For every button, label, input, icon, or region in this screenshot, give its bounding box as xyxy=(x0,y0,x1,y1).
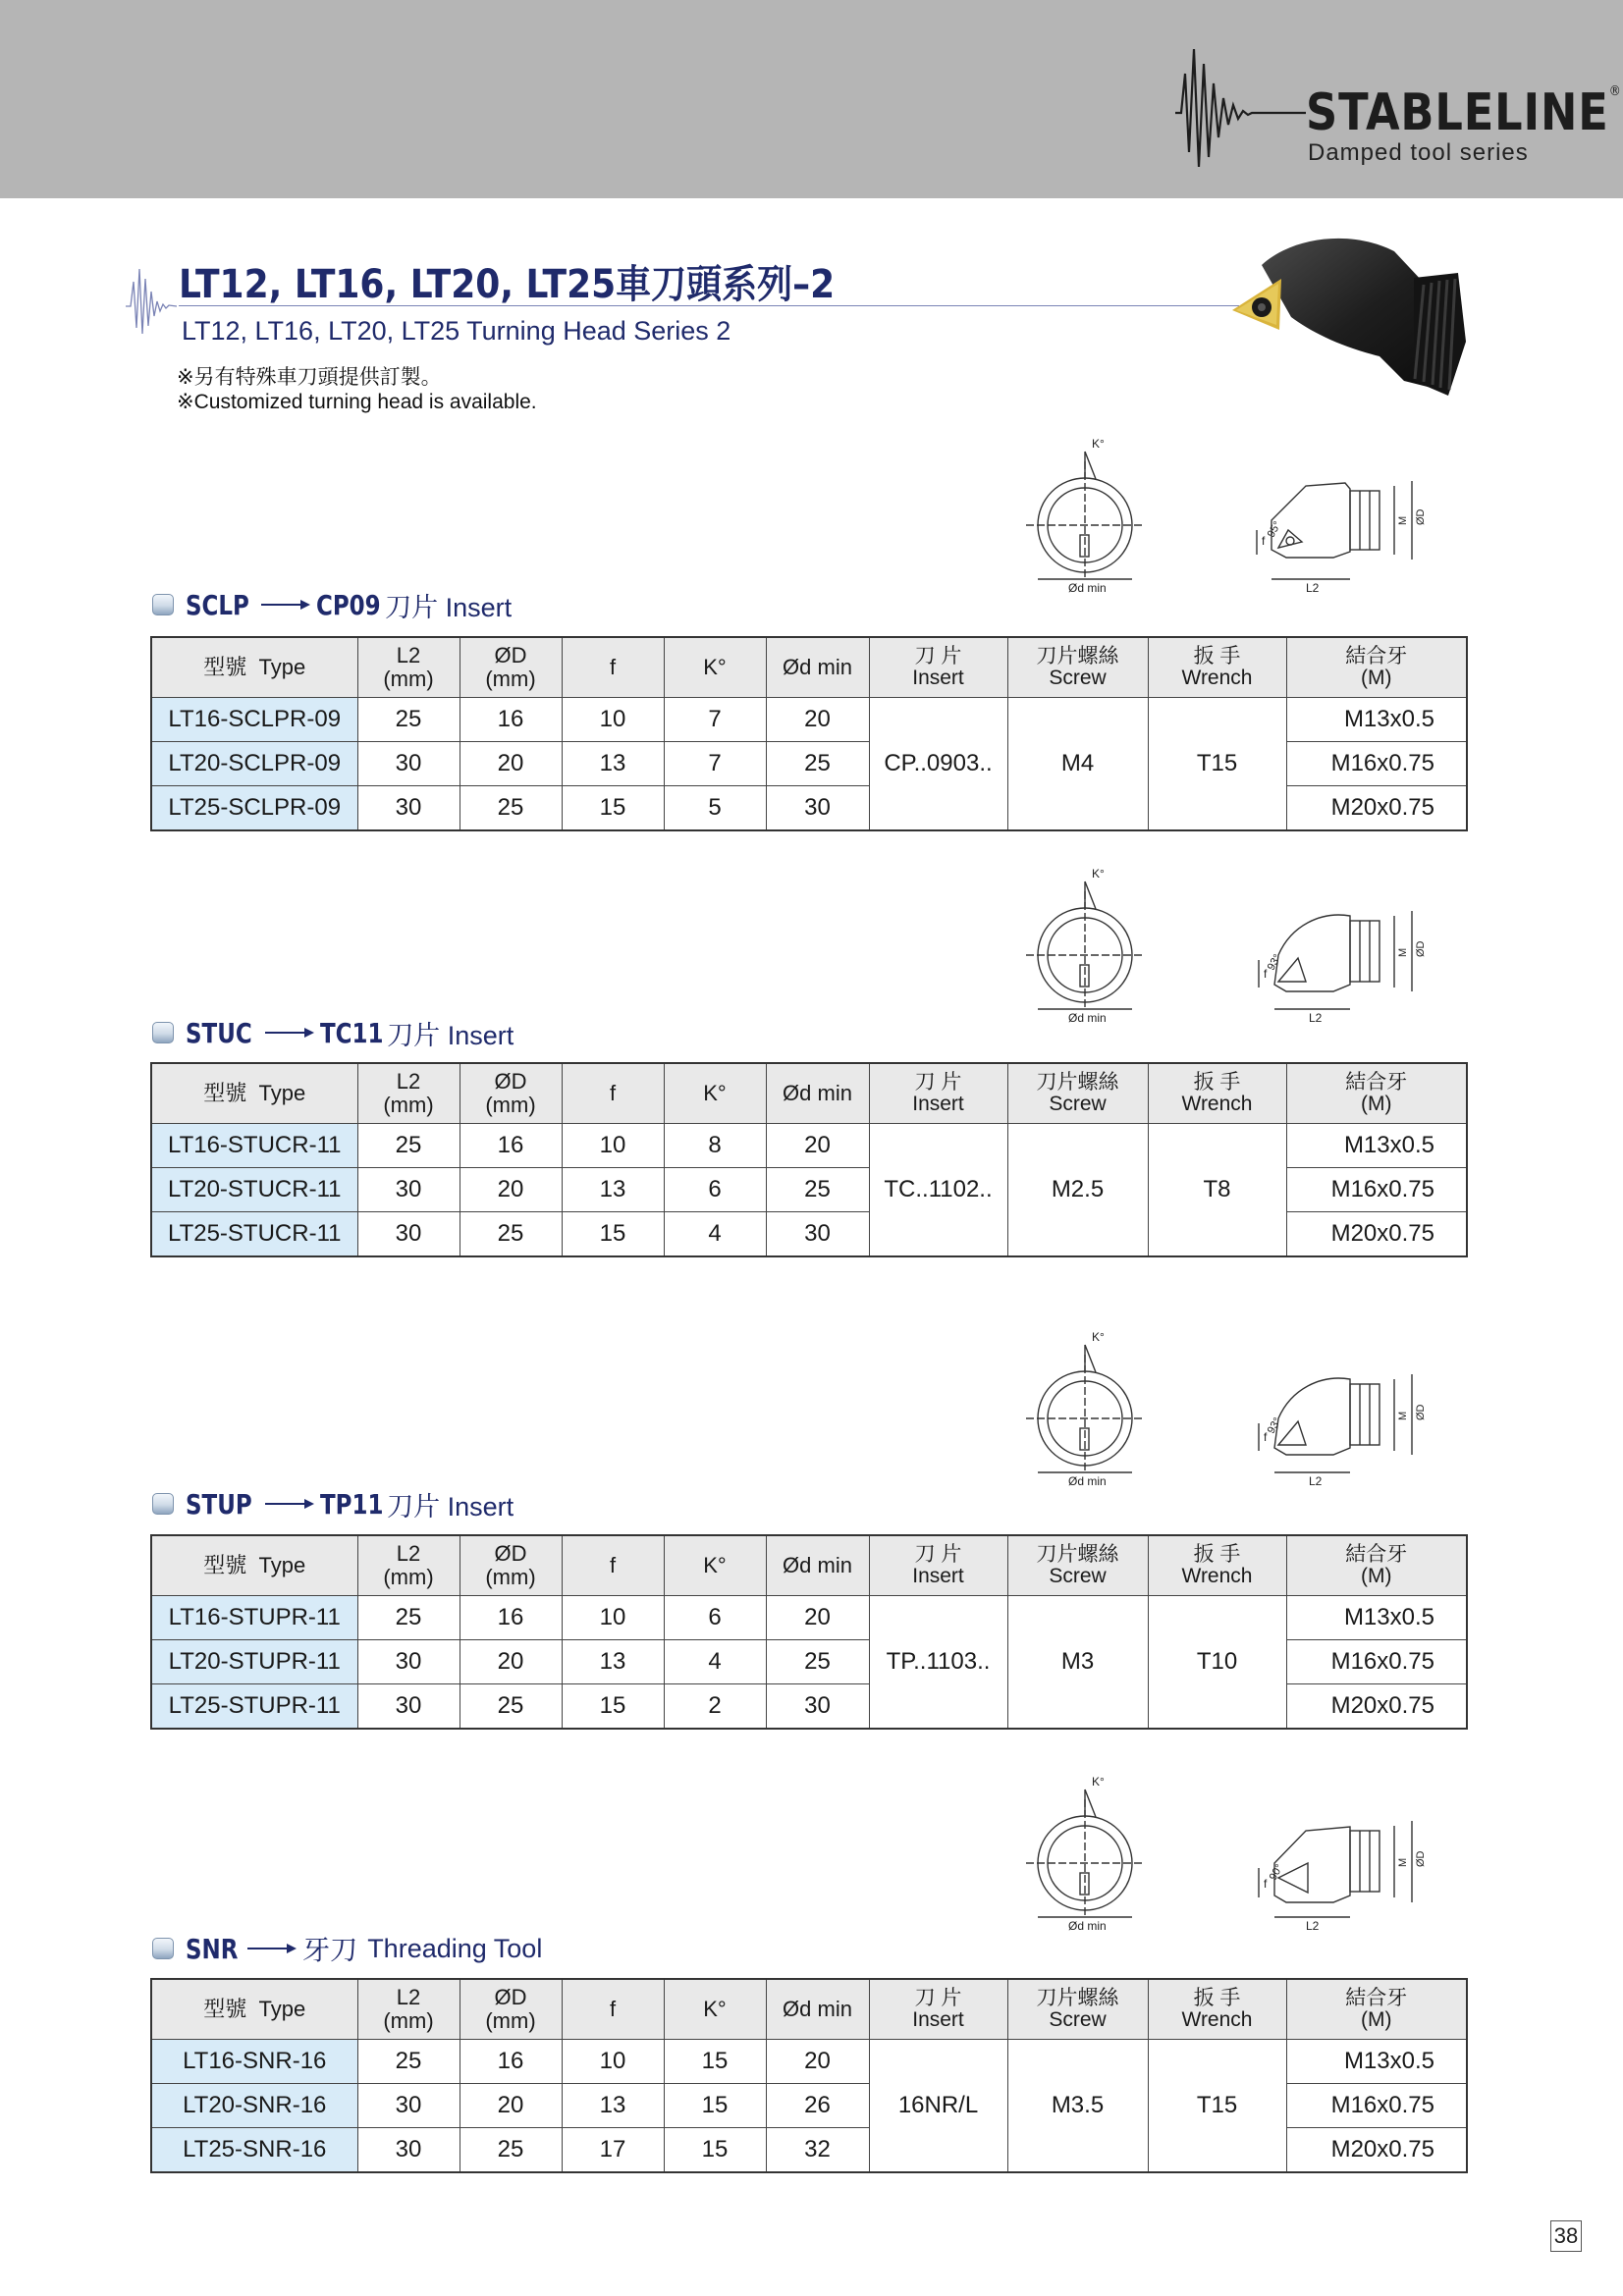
f-label: f xyxy=(1262,534,1266,548)
od-label: ØD xyxy=(1415,940,1427,957)
m-label: M xyxy=(1397,1411,1409,1420)
custom-note-zh: ※另有特殊車刀頭提供訂製。 xyxy=(177,366,442,389)
col-thread: 結合牙 (M) xyxy=(1286,1979,1467,2040)
f-label: f xyxy=(1264,1430,1268,1444)
cell-thread: M13x0.5 xyxy=(1286,1596,1467,1640)
f-label: f xyxy=(1264,1877,1268,1891)
cell-k: 15 xyxy=(664,2128,766,2173)
cell-insert: CP..0903.. xyxy=(869,698,1007,831)
od-label: ØD xyxy=(1415,508,1427,525)
cell-screw: M2.5 xyxy=(1007,1124,1148,1257)
cell-f: 13 xyxy=(562,1640,664,1684)
cell-model: LT16-STUPR-11 xyxy=(151,1596,357,1640)
f-label: f xyxy=(1264,967,1268,981)
cell-dmin: 26 xyxy=(766,2084,869,2128)
table-header-row xyxy=(151,1063,1467,1124)
cell-thread: M20x0.75 xyxy=(1286,1212,1467,1257)
col-l2: L2 (mm) xyxy=(357,1535,460,1596)
section-insert-code: 牙刀 xyxy=(302,1934,358,1966)
cell-dmin: 20 xyxy=(766,698,869,742)
cell-dmin: 30 xyxy=(766,1212,869,1257)
cell-dmin: 20 xyxy=(766,1596,869,1640)
brand-name: STABLELINE® xyxy=(1306,83,1622,142)
spec-table-snr xyxy=(150,1978,1468,2173)
k-angle-label: K° xyxy=(1092,1775,1105,1789)
cell-screw: M4 xyxy=(1007,698,1148,831)
l2-label: L2 xyxy=(1309,1474,1323,1488)
angle-label: 95° xyxy=(1265,519,1284,540)
table-row xyxy=(151,698,1467,742)
cell-model: LT25-STUPR-11 xyxy=(151,1684,357,1730)
cell-f: 10 xyxy=(562,1124,664,1168)
l2-label: L2 xyxy=(1306,1919,1320,1933)
cell-od: 16 xyxy=(460,698,562,742)
cell-od: 25 xyxy=(460,1684,562,1730)
col-dmin: Ød min xyxy=(766,1979,869,2040)
wave-icon xyxy=(1173,44,1311,177)
col-dmin: Ød min xyxy=(766,1535,869,1596)
cell-k: 15 xyxy=(664,2084,766,2128)
section-insert-label: 刀片 Insert xyxy=(385,592,513,622)
custom-note-en: ※Customized turning head is available. xyxy=(177,391,537,413)
cell-thread: M13x0.5 xyxy=(1286,2040,1467,2084)
col-wrench: 扳 手 Wrench xyxy=(1148,1063,1286,1124)
col-type: 型號 Type xyxy=(151,1535,357,1596)
cell-dmin: 20 xyxy=(766,2040,869,2084)
cell-dmin: 25 xyxy=(766,1168,869,1212)
col-od: ØD (mm) xyxy=(460,1979,562,2040)
m-label: M xyxy=(1397,1857,1409,1867)
col-dmin: Ød min xyxy=(766,1063,869,1124)
section-bullet-icon xyxy=(152,1493,174,1515)
cell-l2: 30 xyxy=(357,2084,460,2128)
col-l2: L2 (mm) xyxy=(357,637,460,698)
cell-f: 13 xyxy=(562,2084,664,2128)
section-bullet-icon xyxy=(152,1938,174,1959)
page-subtitle: LT12, LT16, LT20, LT25 Turning Head Series 2 xyxy=(182,316,731,346)
cell-dmin: 30 xyxy=(766,1684,869,1730)
angle-label: 93° xyxy=(1265,1415,1284,1436)
cell-wrench: T15 xyxy=(1148,698,1286,831)
cell-k: 5 xyxy=(664,786,766,831)
cell-thread: M13x0.5 xyxy=(1286,1124,1467,1168)
table-row xyxy=(151,1596,1467,1640)
title-divider xyxy=(179,305,1239,306)
cell-model: LT16-SNR-16 xyxy=(151,2040,357,2084)
col-type: 型號 Type xyxy=(151,637,357,698)
k-angle-label: K° xyxy=(1092,867,1105,881)
section-code: SCLP xyxy=(186,588,249,621)
cell-k: 2 xyxy=(664,1684,766,1730)
dmin-label: Ød min xyxy=(1068,1011,1107,1025)
section-insert-label: 刀片 Insert xyxy=(387,1491,514,1522)
col-insert: 刀 片 Insert xyxy=(869,637,1007,698)
col-wrench: 扳 手 Wrench xyxy=(1148,637,1286,698)
cell-thread: M20x0.75 xyxy=(1286,2128,1467,2173)
col-insert: 刀 片 Insert xyxy=(869,1535,1007,1596)
angle-label: 90° xyxy=(1267,1862,1286,1883)
cell-model: LT20-SCLPR-09 xyxy=(151,742,357,786)
cell-od: 20 xyxy=(460,1640,562,1684)
stup-dimension-diagram xyxy=(1021,1325,1473,1492)
section-title-stup xyxy=(152,1484,514,1523)
brand-tagline: Damped tool series xyxy=(1308,139,1529,166)
col-k: K° xyxy=(664,1979,766,2040)
dmin-label: Ød min xyxy=(1068,1474,1107,1488)
cell-l2: 30 xyxy=(357,786,460,831)
col-wrench: 扳 手 Wrench xyxy=(1148,1979,1286,2040)
spec-table-stuc xyxy=(150,1062,1468,1257)
cell-wrench: T8 xyxy=(1148,1124,1286,1257)
arrow-right-icon xyxy=(265,1026,314,1040)
cell-thread: M13x0.5 xyxy=(1286,698,1467,742)
section-insert-label: 刀片 Insert xyxy=(387,1020,514,1050)
page-title: LT12, LT16, LT20, LT25車刀頭系列–2 xyxy=(179,262,836,307)
cell-k: 7 xyxy=(664,698,766,742)
turning-head-product-image xyxy=(1222,224,1468,410)
cell-model: LT20-SNR-16 xyxy=(151,2084,357,2128)
col-od: ØD (mm) xyxy=(460,1535,562,1596)
k-angle-label: K° xyxy=(1092,1330,1105,1344)
section-insert-code: TC11 xyxy=(319,1016,384,1049)
section-insert-code: TP11 xyxy=(319,1487,383,1521)
col-thread: 結合牙 (M) xyxy=(1286,637,1467,698)
l2-label: L2 xyxy=(1309,1011,1323,1025)
section-title-sclp xyxy=(152,585,512,624)
cell-l2: 30 xyxy=(357,1684,460,1730)
table-header-row xyxy=(151,1979,1467,2040)
col-od: ØD (mm) xyxy=(460,637,562,698)
cell-l2: 25 xyxy=(357,1596,460,1640)
section-code: SNR xyxy=(186,1932,239,1965)
table-header-row xyxy=(151,1535,1467,1596)
cell-l2: 30 xyxy=(357,1168,460,1212)
col-f: f xyxy=(562,1535,664,1596)
section-insert-label: Threading Tool xyxy=(367,1933,543,1963)
cell-model: LT20-STUCR-11 xyxy=(151,1168,357,1212)
col-l2: L2 (mm) xyxy=(357,1979,460,2040)
cell-model: LT20-STUPR-11 xyxy=(151,1640,357,1684)
cell-l2: 30 xyxy=(357,2128,460,2173)
cell-thread: M16x0.75 xyxy=(1286,742,1467,786)
col-f: f xyxy=(562,1979,664,2040)
col-k: K° xyxy=(664,1063,766,1124)
m-label: M xyxy=(1397,947,1409,957)
table-row xyxy=(151,2040,1467,2084)
col-insert: 刀 片 Insert xyxy=(869,1063,1007,1124)
m-label: M xyxy=(1397,515,1409,525)
od-label: ØD xyxy=(1415,1404,1427,1420)
cell-thread: M16x0.75 xyxy=(1286,2084,1467,2128)
arrow-right-icon xyxy=(247,1942,297,1955)
section-title-stuc xyxy=(152,1013,514,1052)
cell-dmin: 25 xyxy=(766,1640,869,1684)
cell-f: 10 xyxy=(562,698,664,742)
cell-od: 20 xyxy=(460,2084,562,2128)
cell-k: 6 xyxy=(664,1168,766,1212)
cell-l2: 25 xyxy=(357,698,460,742)
arrow-right-icon xyxy=(265,1497,314,1511)
cell-k: 4 xyxy=(664,1212,766,1257)
table-row xyxy=(151,1124,1467,1168)
page-number: 38 xyxy=(1550,2220,1582,2252)
cell-l2: 25 xyxy=(357,1124,460,1168)
cell-wrench: T10 xyxy=(1148,1596,1286,1730)
cell-l2: 30 xyxy=(357,742,460,786)
angle-label: 93° xyxy=(1265,952,1284,973)
cell-thread: M20x0.75 xyxy=(1286,1684,1467,1730)
col-screw: 刀片螺絲 Screw xyxy=(1007,637,1148,698)
cell-dmin: 20 xyxy=(766,1124,869,1168)
stuc-dimension-diagram xyxy=(1021,862,1473,1029)
spec-table-stup xyxy=(150,1534,1468,1730)
cell-f: 15 xyxy=(562,1212,664,1257)
col-l2: L2 (mm) xyxy=(357,1063,460,1124)
col-k: K° xyxy=(664,1535,766,1596)
cell-k: 6 xyxy=(664,1596,766,1640)
cell-k: 8 xyxy=(664,1124,766,1168)
cell-od: 20 xyxy=(460,742,562,786)
cell-f: 10 xyxy=(562,1596,664,1640)
col-k: K° xyxy=(664,637,766,698)
cell-insert: TC..1102.. xyxy=(869,1124,1007,1257)
l2-label: L2 xyxy=(1306,581,1320,595)
section-title-snr xyxy=(152,1929,542,1968)
section-insert-code: CP09 xyxy=(316,588,381,621)
cell-model: LT25-SCLPR-09 xyxy=(151,786,357,831)
col-f: f xyxy=(562,637,664,698)
col-od: ØD (mm) xyxy=(460,1063,562,1124)
cell-thread: M16x0.75 xyxy=(1286,1640,1467,1684)
cell-od: 16 xyxy=(460,1596,562,1640)
col-screw: 刀片螺絲 Screw xyxy=(1007,1979,1148,2040)
od-label: ØD xyxy=(1415,1850,1427,1867)
arrow-right-icon xyxy=(261,598,310,612)
cell-l2: 30 xyxy=(357,1212,460,1257)
cell-l2: 30 xyxy=(357,1640,460,1684)
col-dmin: Ød min xyxy=(766,637,869,698)
spec-table-sclp xyxy=(150,636,1468,831)
section-bullet-icon xyxy=(152,594,174,615)
cell-f: 15 xyxy=(562,1684,664,1730)
cell-od: 25 xyxy=(460,786,562,831)
col-type: 型號 Type xyxy=(151,1979,357,2040)
cell-dmin: 32 xyxy=(766,2128,869,2173)
cell-k: 15 xyxy=(664,2040,766,2084)
cell-k: 4 xyxy=(664,1640,766,1684)
k-angle-label: K° xyxy=(1092,437,1105,451)
dmin-label: Ød min xyxy=(1068,581,1107,595)
cell-screw: M3.5 xyxy=(1007,2040,1148,2173)
table-header-row xyxy=(151,637,1467,698)
cell-thread: M16x0.75 xyxy=(1286,1168,1467,1212)
cell-model: LT25-STUCR-11 xyxy=(151,1212,357,1257)
cell-od: 25 xyxy=(460,2128,562,2173)
col-wrench: 扳 手 Wrench xyxy=(1148,1535,1286,1596)
col-thread: 結合牙 (M) xyxy=(1286,1063,1467,1124)
cell-insert: 16NR/L xyxy=(869,2040,1007,2173)
cell-l2: 25 xyxy=(357,2040,460,2084)
cell-dmin: 30 xyxy=(766,786,869,831)
col-f: f xyxy=(562,1063,664,1124)
cell-model: LT16-STUCR-11 xyxy=(151,1124,357,1168)
cell-insert: TP..1103.. xyxy=(869,1596,1007,1730)
col-insert: 刀 片 Insert xyxy=(869,1979,1007,2040)
cell-wrench: T15 xyxy=(1148,2040,1286,2173)
col-screw: 刀片螺絲 Screw xyxy=(1007,1535,1148,1596)
cell-f: 15 xyxy=(562,786,664,831)
col-thread: 結合牙 (M) xyxy=(1286,1535,1467,1596)
col-screw: 刀片螺絲 Screw xyxy=(1007,1063,1148,1124)
cell-od: 20 xyxy=(460,1168,562,1212)
title-wave-icon xyxy=(126,257,177,336)
cell-f: 10 xyxy=(562,2040,664,2084)
cell-od: 25 xyxy=(460,1212,562,1257)
cell-od: 16 xyxy=(460,2040,562,2084)
cell-thread: M20x0.75 xyxy=(1286,786,1467,831)
section-code: STUC xyxy=(186,1016,252,1049)
cell-f: 13 xyxy=(562,742,664,786)
col-type: 型號 Type xyxy=(151,1063,357,1124)
sclp-dimension-diagram xyxy=(1021,432,1473,599)
cell-screw: M3 xyxy=(1007,1596,1148,1730)
snr-dimension-diagram xyxy=(1021,1770,1473,1937)
section-code: STUP xyxy=(186,1487,252,1521)
dmin-label: Ød min xyxy=(1068,1919,1107,1933)
brand-logo xyxy=(1173,44,1622,177)
section-bullet-icon xyxy=(152,1022,174,1043)
cell-od: 16 xyxy=(460,1124,562,1168)
cell-model: LT25-SNR-16 xyxy=(151,2128,357,2173)
cell-f: 17 xyxy=(562,2128,664,2173)
cell-k: 7 xyxy=(664,742,766,786)
cell-model: LT16-SCLPR-09 xyxy=(151,698,357,742)
cell-f: 13 xyxy=(562,1168,664,1212)
cell-dmin: 25 xyxy=(766,742,869,786)
